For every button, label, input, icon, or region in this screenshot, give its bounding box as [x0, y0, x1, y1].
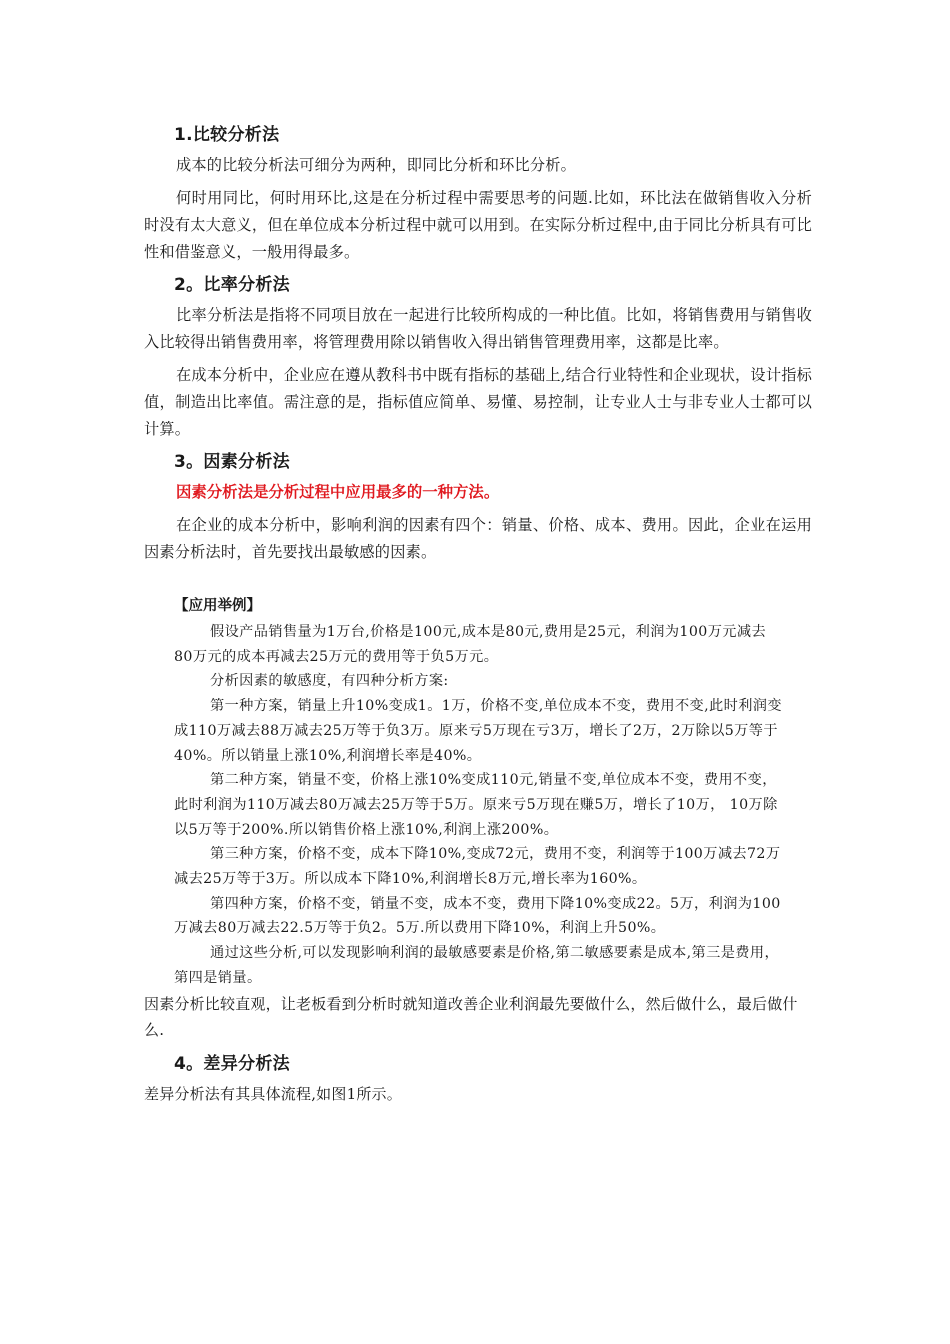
paragraph: 何时用同比，何时用环比,这是在分析过程中需要思考的问题.比如，环比法在做销售收入分析时没有太大意义，但在单位成本分析过程中就可以用到。在实际分析过程中,由于同比分析具有可比性和借鉴意义，一般用得最多。 [144, 189, 812, 261]
section-heading-comparison: 1.比较分析法 [174, 125, 280, 145]
section-heading-ratio: 2。比率分析法 [174, 275, 290, 295]
section-heading-factor: 3。因素分析法 [174, 452, 290, 472]
section-heading-variance: 4。差异分析法 [174, 1053, 290, 1074]
example-paragraph: 第一种方案，销量上升10%变成1。1万，价格不变,单位成本不变，费用不变,此时利润变成110万减去88万减去25万等于负3万。原来亏5万现在亏3万，增长了2万，2万除以5万等于40%。所以销量上涨10%,利润增长率是40%。 [174, 698, 782, 764]
example-paragraph: 第二种方案，销量不变，价格上涨10%变成110元,销量不变,单位成本不变，费用不变，此时利润为110万减去80万减去25万等于5万。原来亏5万现在赚5万，增长了10万， 10万除以5万等于200%.所以销售价格上涨10%,利润上涨200%。 [174, 772, 778, 838]
paragraph: 在成本分析中，企业应在遵从教科书中既有指标的基础上,结合行业特性和企业现状，设计指标值，制造出比率值。需注意的是，指标值应简单、易懂、易控制，让专业人士与非专业人士都可以计算。 [144, 366, 812, 438]
example-title: 【应用举例】 [174, 598, 261, 614]
example-summary: 因素分析比较直观，让老板看到分析时就知道改善企业利润最先要做什么，然后做什么，最后做什么. [144, 994, 798, 1039]
document-body [144, 118, 812, 1108]
example-paragraph: 分析因素的敏感度，有四种分析方案: [210, 673, 449, 690]
paragraph: 在企业的成本分析中，影响利润的因素有四个：销量、价格、成本、费用。因此，企业在运用因素分析法时，首先要找出最敏感的因素。 [144, 516, 812, 561]
example-paragraph: 第三种方案，价格不变，成本下降10%,变成72元，费用不变，利润等于100万减去72万减去25万等于3万。所以成本下降10%,利润增长8万元,增长率为160%。 [174, 846, 781, 888]
highlight-sentence: 因素分析法是分析过程中应用最多的一种方法。 [176, 483, 500, 501]
paragraph: 比率分析法是指将不同项目放在一起进行比较所构成的一种比值。比如，将销售费用与销售收入比较得出销售费用率，将管理费用除以销售收入得出销售管理费用率，这都是比率。 [144, 306, 812, 351]
paragraph: 成本的比较分析法可细分为两种，即同比分析和环比分析。 [176, 156, 577, 174]
example-paragraph: 假设产品销售量为1万台,价格是100元,成本是80元,费用是25元，利润为100万元减去80万元的成本再减去25万元的费用等于负5万元。 [174, 624, 767, 665]
paragraph: 差异分析法有其具体流程,如图1所示。 [144, 1084, 402, 1103]
example-paragraph: 第四种方案，价格不变，销量不变，成本不变，费用下降10%变成22。5万，利润为100万减去80万减去22.5万等于负2。5万.所以费用下降10%，利润上升50%。 [174, 895, 781, 937]
example-paragraph: 通过这些分析,可以发现影响利润的最敏感要素是价格,第二敏感要素是成本,第三是费用，第四是销量。 [174, 945, 780, 986]
